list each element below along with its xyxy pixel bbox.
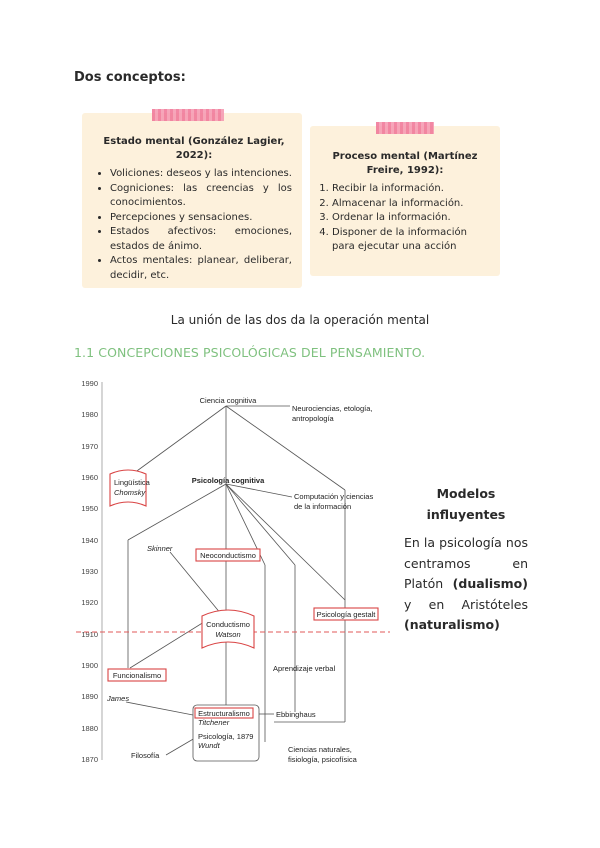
side-text: y en Aristóteles (404, 596, 528, 612)
titchener-label: Titchener (198, 718, 230, 727)
list-item: 4. Disponer de la información para ejecutar una acción (332, 226, 492, 255)
list-item: 2. Almacenar la información. (332, 197, 492, 212)
year-label: 1960 (81, 473, 98, 482)
year-label: 1900 (81, 661, 98, 670)
aprendizaje-verbal-label: Aprendizaje verbal (273, 664, 336, 673)
list-item: • Percepciones y sensaciones. (110, 211, 292, 226)
neurociencias-label: Neurociencias, etología, (292, 404, 373, 413)
naturalismo-text: (naturalismo) (404, 617, 500, 632)
side-text: En la psicología nos centramos en Platón (404, 535, 528, 591)
list-item: • Estados afectivos: emociones, estados de ánimo. (110, 225, 292, 254)
ciencias-naturales-label: fisiología, psicofísica (288, 755, 357, 764)
list-item: • Actos mentales: planear, deliberar, decidir, etc. (110, 254, 292, 283)
funcionalismo-label: Funcionalismo (112, 671, 162, 680)
conductismo-label: Conductismo (206, 620, 250, 629)
computacion-label: Computación y ciencias (294, 492, 374, 501)
card-title: Proceso mental (Martínez Freire, 1992): (332, 151, 478, 176)
year-label: 1870 (81, 755, 98, 764)
linguistica-label: Lingüística (114, 478, 150, 487)
list-item: 3. Ordenar la información. (332, 211, 492, 226)
conductismo-flag (202, 610, 254, 648)
skinner-label: Skinner (147, 544, 173, 553)
year-label: 1980 (81, 410, 98, 419)
chomsky-label: Chomsky (114, 488, 146, 497)
ciencia-cognitiva-label: Ciencia cognitiva (199, 396, 257, 405)
year-label: 1880 (81, 724, 98, 733)
year-label: 1920 (81, 598, 98, 607)
wundt-label: Wundt (198, 741, 220, 750)
dualismo-text: (dualismo) (452, 576, 528, 591)
list-item: • Cogniciones: las creencias y los conocimientos. (110, 182, 292, 211)
year-label: 1890 (81, 692, 98, 701)
year-label: 1910 (81, 630, 98, 639)
side-title: Modelos influyentes (426, 486, 506, 522)
year-label: 1990 (81, 379, 98, 388)
section-title: 1.1 CONCEPCIONES PSICOLÓGICAS DEL PENSAMIENTO. (74, 345, 426, 360)
james-label: James (107, 694, 130, 703)
diagram-labels (106, 396, 376, 764)
ebbinghaus-label: Ebbinghaus (276, 710, 316, 719)
watson-label: Watson (215, 630, 241, 639)
section-heading: Dos conceptos: (74, 70, 186, 85)
psicologia-1879-label: Psicología, 1879 (198, 732, 254, 741)
year-label: 1970 (81, 442, 98, 451)
year-axis (81, 379, 102, 764)
list-item: 1. Recibir la información. (332, 182, 492, 197)
card-title: Estado mental (González Lagier, 2022): (103, 136, 285, 161)
filosofia-label: Filosofía (131, 751, 160, 760)
year-label: 1940 (81, 536, 98, 545)
neoconductismo-label: Neoconductismo (200, 551, 256, 560)
year-label: 1930 (81, 567, 98, 576)
psicologia-cognitiva-label: Psicología cognitiva (191, 476, 265, 485)
ciencias-naturales-label: Ciencias naturales, (288, 745, 352, 754)
computacion-label: de la información (294, 502, 352, 511)
estructuralismo-label: Estructuralismo (198, 709, 250, 718)
neurociencias-label: antropología (292, 414, 334, 423)
union-text: La unión de las dos da la operación mental (170, 313, 430, 327)
list-item: • Voliciones: deseos y las intenciones. (110, 167, 292, 182)
diagram-connectors (126, 406, 345, 755)
year-label: 1950 (81, 504, 98, 513)
gestalt-label: Psicología gestalt (316, 610, 376, 619)
